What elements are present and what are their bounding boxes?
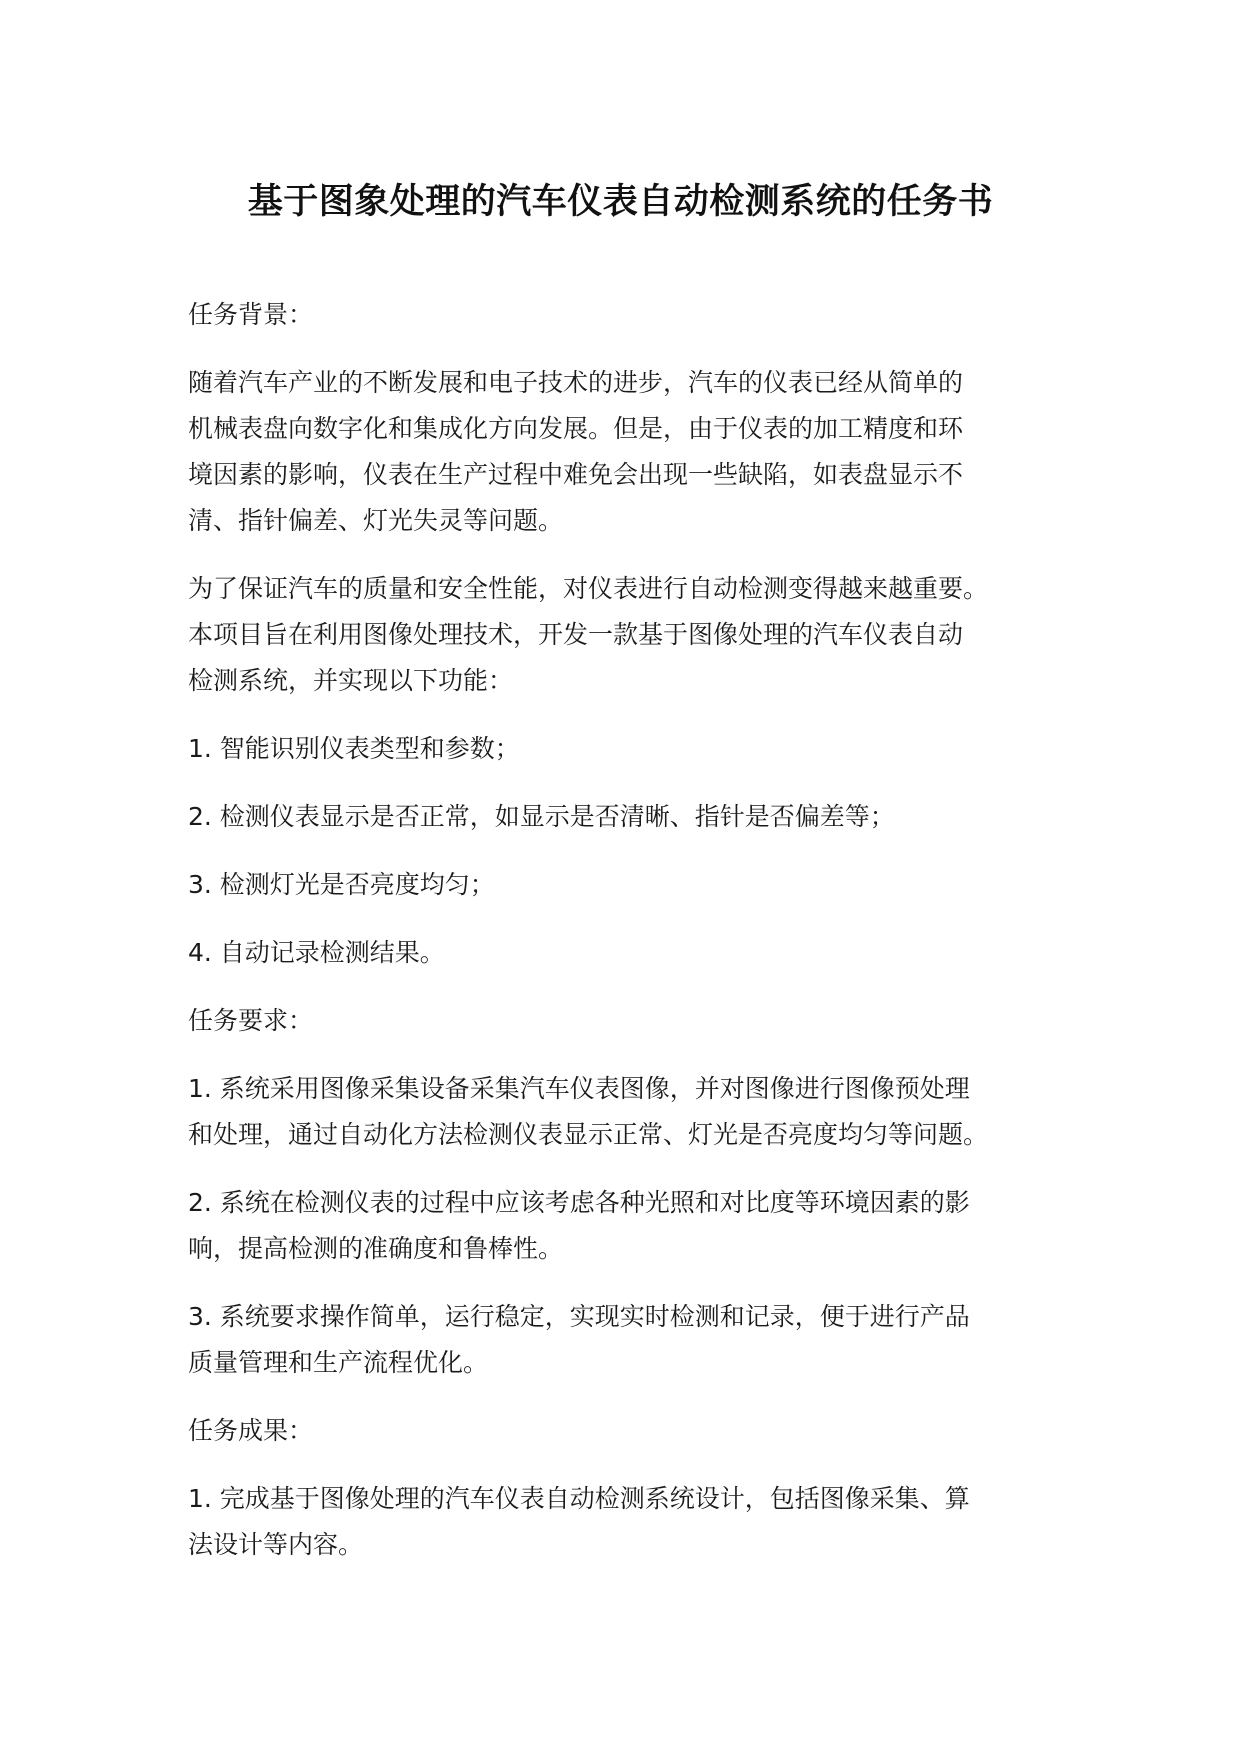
- requirement-item-3: [188, 1294, 1088, 1386]
- function-item-2: 2. 检测仪表显示是否正常，如显示是否清晰、指针是否偏差等；: [188, 802, 895, 831]
- document-title: 基于图象处理的汽车仪表自动检测系统的任务书: [247, 182, 994, 222]
- background-paragraph-2: [188, 566, 1088, 704]
- text-line: 清、指针偏差、灯光失灵等问题。: [188, 506, 564, 535]
- result-item-1: [188, 1476, 1088, 1568]
- requirements-heading: 任务要求：: [188, 1006, 314, 1035]
- function-item-1: 1. 智能识别仪表类型和参数；: [188, 734, 520, 763]
- function-item-4: 4. 自动记录检测结果。: [188, 938, 445, 967]
- text-line: 质量管理和生产流程优化。: [188, 1348, 489, 1377]
- background-paragraph-1: [188, 360, 1088, 544]
- text-line: 机械表盘向数字化和集成化方向发展。但是，由于仪表的加工精度和环: [188, 414, 964, 443]
- background-heading: 任务背景：: [188, 300, 314, 329]
- text-line: 和处理，通过自动化方法检测仪表显示正常、灯光是否亮度均匀等问题。: [188, 1120, 989, 1149]
- text-line: 1. 完成基于图像处理的汽车仪表自动检测系统设计，包括图像采集、算: [188, 1484, 970, 1513]
- text-line: 1. 系统采用图像采集设备采集汽车仪表图像，并对图像进行图像预处理: [188, 1074, 970, 1103]
- function-item-3: 3. 检测灯光是否亮度均匀；: [188, 870, 495, 899]
- text-line: 境因素的影响，仪表在生产过程中难免会出现一些缺陷，如表盘显示不: [188, 460, 964, 489]
- document-body: [188, 292, 1088, 1590]
- text-line: 法设计等内容。: [188, 1530, 364, 1559]
- text-line: 响，提高检测的准确度和鲁棒性。: [188, 1234, 564, 1263]
- requirement-item-2: [188, 1180, 1088, 1272]
- results-heading: 任务成果：: [188, 1416, 314, 1445]
- text-line: 为了保证汽车的质量和安全性能，对仪表进行自动检测变得越来越重要。: [188, 574, 989, 603]
- requirement-item-1: [188, 1066, 1088, 1158]
- text-line: 本项目旨在利用图像处理技术，开发一款基于图像处理的汽车仪表自动: [188, 620, 964, 649]
- text-line: 检测系统，并实现以下功能：: [188, 666, 514, 695]
- text-line: 3. 系统要求操作简单，运行稳定，实现实时检测和记录，便于进行产品: [188, 1302, 970, 1331]
- text-line: 2. 系统在检测仪表的过程中应该考虑各种光照和对比度等环境因素的影: [188, 1188, 970, 1217]
- text-line: 随着汽车产业的不断发展和电子技术的进步，汽车的仪表已经从简单的: [188, 368, 964, 397]
